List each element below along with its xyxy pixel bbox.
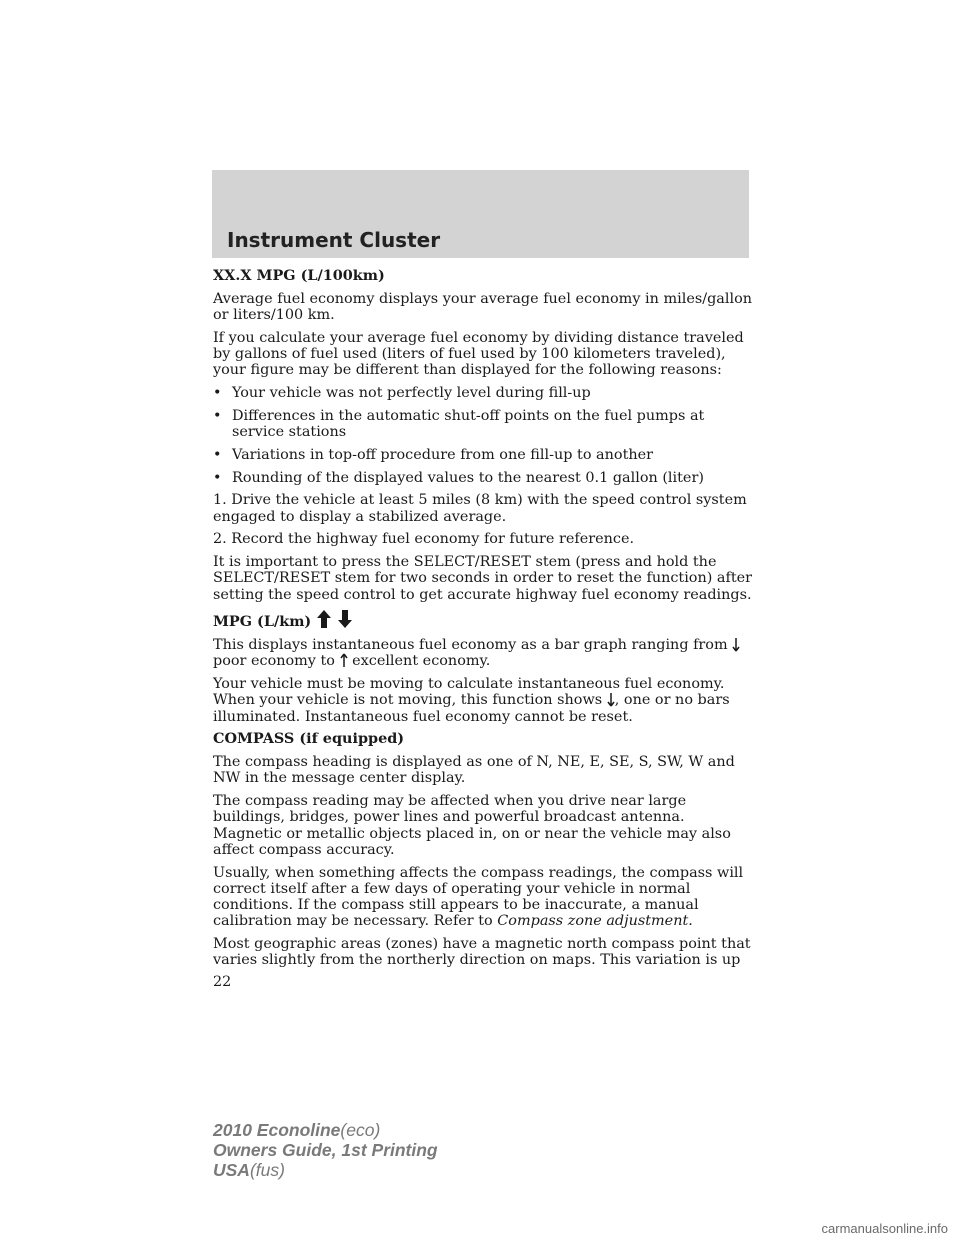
compass-zone-reference: Compass zone adjustment. — [497, 913, 693, 930]
list-item-text: Rounding of the displayed values to the nearest 0.1 gallon (liter) — [232, 469, 704, 486]
page-number: 22 — [213, 974, 232, 990]
not-moving-text-b: , one or no bars illuminated. Instantaneous fuel economy cannot be reset. — [213, 692, 730, 725]
list-item — [213, 385, 753, 401]
bullet-marker: • — [213, 407, 222, 424]
paragraph-compass-correct — [213, 865, 753, 930]
not-moving-text-a: Your vehicle must be moving to calculate instantaneous fuel economy. When your vehicle is not moving, this function shows — [213, 676, 725, 709]
section-title: Instrument Cluster — [227, 228, 441, 252]
up-arrow-icon — [316, 609, 332, 629]
list-item-text: Differences in the automatic shut-off points on the fuel pumps at service stations — [232, 407, 705, 440]
footer-model-code: (eco) — [340, 1120, 381, 1140]
list-item-text: Your vehicle was not perfectly level during fill-up — [232, 385, 591, 401]
heading-average-mpg: XX.X MPG (L/100km) — [213, 267, 385, 284]
paragraph-calculation: If you calculate your average fuel economy by dividing distance traveled by gallons of fuel used (liters of fuel used by 100 kilometers traveled), your figure may be different than displayed for the following reasons: — [213, 329, 744, 379]
step-1: 1. Drive the vehicle at least 5 miles (8 km) with the speed control system engaged to display a stabilized average. — [213, 492, 747, 525]
paragraph-average-fuel: Average fuel economy displays your average fuel economy in miles/gallon or liters/100 km. — [213, 290, 752, 323]
list-item — [213, 408, 753, 440]
watermark-text: carmanualsonline.info — [821, 1221, 948, 1236]
bar-graph-text-b: poor economy to — [213, 653, 335, 670]
footer — [213, 1120, 438, 1180]
bullet-marker: • — [213, 469, 222, 486]
list-item-text: Variations in top-off procedure from one fill-up to another — [232, 446, 654, 463]
down-arrow-icon — [732, 637, 740, 652]
paragraph-magnetic-north: Most geographic areas (zones) have a magnetic north compass point that varies slightly from the northerly direction on maps. This variation is up — [213, 936, 751, 969]
down-arrow-icon — [337, 609, 353, 629]
paragraph-not-moving — [213, 676, 753, 725]
list-item — [213, 470, 753, 486]
bar-graph-text-c: excellent economy. — [352, 653, 491, 670]
paragraph-bar-graph — [213, 637, 753, 669]
list-item — [213, 447, 753, 463]
footer-region-code: (fus) — [249, 1160, 285, 1180]
up-arrow-icon — [340, 653, 348, 668]
paragraph-select-reset: It is important to press the SELECT/RESET stem (press and hold the SELECT/RESET stem for two seconds in order to reset the function) after setting the speed control to get accurate highway fuel economy readings. — [213, 554, 753, 603]
heading-compass: COMPASS (if equipped) — [213, 730, 405, 748]
paragraph-compass-heading: The compass heading is displayed as one of N, NE, E, SE, S, SW, W and NW in the message center display. — [213, 754, 735, 787]
bar-graph-text-a: This displays instantaneous fuel economy as a bar graph ranging from — [213, 637, 728, 654]
down-arrow-icon — [607, 692, 615, 707]
step-2: 2. Record the highway fuel economy for future reference. — [213, 531, 635, 548]
footer-model: 2010 Econoline — [213, 1120, 341, 1140]
heading-instant-mpg — [213, 609, 753, 630]
footer-line-1 — [213, 1120, 438, 1140]
footer-line-2: Owners Guide, 1st Printing — [213, 1140, 438, 1160]
bullet-marker: • — [213, 385, 222, 401]
heading-instant-mpg-text: MPG (L/km) — [213, 613, 312, 631]
bullet-marker: • — [213, 446, 222, 463]
footer-region: USA — [213, 1160, 250, 1180]
page-content — [213, 268, 753, 975]
footer-line-3 — [213, 1160, 438, 1180]
paragraph-compass-reading: The compass reading may be affected when you drive near large buildings, bridges, power lines and powerful broadcast antenna. Magnetic or metallic objects placed in, on or near the vehicle may also affect compass accuracy. — [213, 793, 731, 858]
section-header — [212, 170, 749, 258]
compass-correct-text: Usually, when something affects the compass readings, the compass will correct itself after a few days of operating your vehicle in normal conditions. If the compass still appears to be inaccurate, a manual calibration may be necessary. Refer to — [213, 864, 744, 930]
